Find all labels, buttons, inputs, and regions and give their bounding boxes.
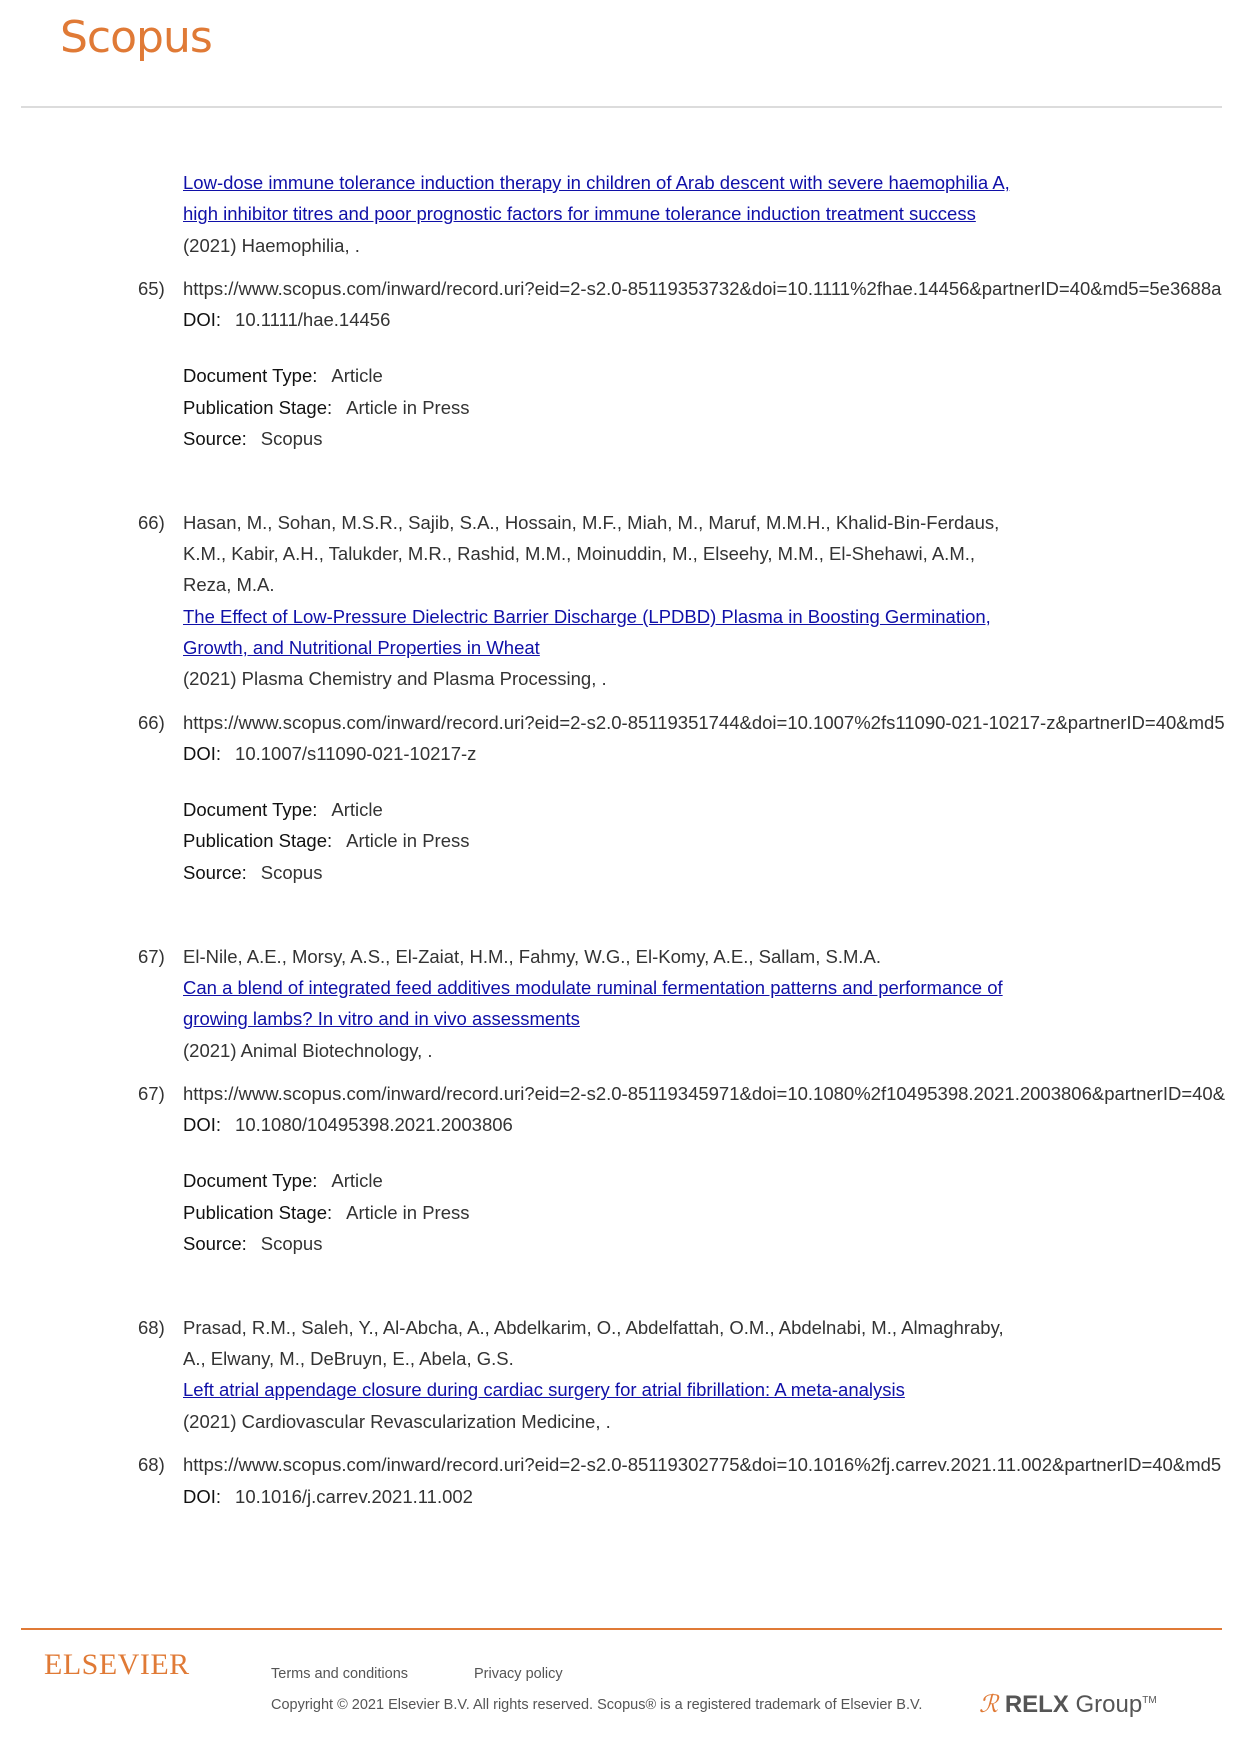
document-type-label: Document Type: [183,365,318,387]
title-link-line [0,167,1241,198]
doi [183,304,390,335]
doi-line [0,1109,1241,1140]
publication-stage-value: Article in Press [346,830,470,852]
source-citation: (2021) Cardiovascular Revascularization Medicine, . [183,1410,611,1432]
publication-stage [183,392,470,423]
authors: Prasad, R.M., Saleh, Y., Al-Abcha, A., Abdelkarim, O., Abdelfattah, O.M., Abdelnabi, M., Almaghraby, [183,1316,1004,1338]
doi-line [0,738,1241,769]
document-type [183,794,383,825]
header-divider [21,106,1222,108]
title-link-line [0,972,1241,1003]
source-db [183,423,322,454]
publication-stage-label: Publication Stage: [183,830,333,852]
publication-stage-value: Article in Press [346,396,470,418]
record-url[interactable]: https://www.scopus.com/inward/record.uri?eid=2-s2.0-85119302775&doi=10.1016%2fj.carrev.2021.11.002&partnerID=40&md5 [183,1454,1222,1476]
title-link-line [0,601,1241,632]
title-link[interactable]: The Effect of Low-Pressure Dielectric Barrier Discharge (LPDBD) Plasma in Boosting Germination, [183,605,991,627]
document-type-label: Document Type: [183,1170,318,1192]
entry-number: 66) [138,511,165,533]
source-db-label: Source: [183,1232,247,1254]
doi [183,1109,513,1140]
source-db-value: Scopus [260,1232,323,1254]
document-type-label: Document Type: [183,799,318,821]
source-db [183,1228,322,1259]
doi-label: DOI: [183,309,222,331]
document-type-line [0,794,1241,825]
doi-line [0,304,1241,335]
doi-value: 10.1111/hae.14456 [235,309,391,331]
source-db-label: Source: [183,861,247,883]
record-url-line [0,1078,1241,1109]
authors-line [0,1312,1241,1343]
copyright-text: Copyright © 2021 Elsevier B.V. All rights reserved. Scopus® is a registered trademark of Elsevier B.V. [271,1697,923,1713]
source-db-value: Scopus [260,427,323,449]
relx-mark-icon: ℛ [979,1692,999,1718]
title-link-line [0,632,1241,663]
record-url[interactable]: https://www.scopus.com/inward/record.uri?eid=2-s2.0-85119351744&doi=10.1007%2fs11090-021-10217-z&partnerID=40&md5 [183,711,1225,733]
entry-number: 67) [138,945,165,967]
authors: Hasan, M., Sohan, M.S.R., Sajib, S.A., Hossain, M.F., Miah, M., Maruf, M.M.H., Khalid-Bin-Ferdaus, [183,511,1000,533]
title-link-line [0,1003,1241,1034]
record-url[interactable]: https://www.scopus.com/inward/record.uri?eid=2-s2.0-85119345971&doi=10.1080%2f10495398.2021.2003806&partnerID=40& [183,1083,1226,1105]
record-url-line [0,1449,1241,1480]
publication-stage [183,825,470,856]
source-db-label: Source: [183,427,247,449]
document-type-value: Article [331,365,383,387]
publication-stage-line [0,825,1241,856]
authors-line [0,507,1241,538]
record-url[interactable]: https://www.scopus.com/inward/record.uri?eid=2-s2.0-85119353732&doi=10.1111%2fhae.14456&partnerID=40&md5=5e3688a [183,278,1222,300]
publication-stage-value: Article in Press [346,1201,470,1223]
source-citation: (2021) Haemophilia, . [183,234,360,256]
entry-number: 65) [138,278,165,300]
publication-stage [183,1197,470,1228]
doi-line [0,1481,1241,1512]
document-type-line [0,360,1241,391]
entry-number: 68) [138,1454,165,1476]
authors: Reza, M.A. [183,574,275,596]
publication-stage-label: Publication Stage: [183,1201,333,1223]
authors: A., Elwany, M., DeBruyn, E., Abela, G.S. [183,1348,514,1370]
source-db-line [0,423,1241,454]
source-citation-line [0,1035,1241,1066]
title-link[interactable]: growing lambs? In vitro and in vivo assessments [183,1008,580,1030]
title-link[interactable]: Growth, and Nutritional Properties in Wheat [183,637,540,659]
source-db-value: Scopus [260,861,323,883]
publication-stage-line [0,1197,1241,1228]
title-link[interactable]: Low-dose immune tolerance induction therapy in children of Arab descent with severe haemophilia A, [183,172,1010,193]
entry-number: 67) [138,1083,165,1105]
document-type [183,360,383,391]
doi [183,738,476,769]
relx-logo: ℛ RELX Group™ [979,1691,1157,1718]
doi-label: DOI: [183,743,222,765]
authors-line [0,941,1241,972]
title-link-line [0,1374,1241,1405]
source-db-line [0,1228,1241,1259]
document-type-value: Article [331,799,383,821]
terms-link[interactable]: Terms and conditions [271,1666,409,1682]
doi [183,1481,473,1512]
source-citation-line [0,230,1241,261]
doi-label: DOI: [183,1114,222,1136]
publication-stage-line [0,392,1241,423]
doi-value: 10.1080/10495398.2021.2003806 [235,1114,513,1136]
authors: K.M., Kabir, A.H., Talukder, M.R., Rashid, M.M., Moinuddin, M., Elseehy, M.M., El-Shehawi, A.M., [183,543,976,565]
authors: El-Nile, A.E., Morsy, A.S., El-Zaiat, H.M., Fahmy, W.G., El-Komy, A.E., Sallam, S.M.A. [183,945,882,967]
results-list [0,167,1241,1512]
source-db-line [0,857,1241,888]
entry-number: 66) [138,711,165,733]
title-link[interactable]: high inhibitor titres and poor prognostic factors for immune tolerance induction treatment success [183,203,976,225]
document-type [183,1165,383,1196]
record-url-line [0,707,1241,738]
document-type-value: Article [331,1170,383,1192]
source-citation-line [0,1406,1241,1437]
entry-number: 68) [138,1316,165,1338]
title-link[interactable]: Left atrial appendage closure during cardiac surgery for atrial fibrillation: A meta-analysis [183,1379,905,1401]
elsevier-logo: ELSEVIER [44,1648,190,1681]
source-citation: (2021) Animal Biotechnology, . [183,1039,433,1061]
source-citation-line [0,663,1241,694]
authors-line [0,569,1241,600]
doi-value: 10.1016/j.carrev.2021.11.002 [235,1485,473,1507]
doi-label: DOI: [183,1485,222,1507]
footer-divider [21,1628,1222,1630]
privacy-link[interactable]: Privacy policy [474,1666,563,1682]
authors-line [0,1343,1241,1374]
source-db [183,857,322,888]
title-link[interactable]: Can a blend of integrated feed additives modulate ruminal fermentation patterns and performance of [183,976,1003,998]
authors-line [0,538,1241,569]
source-citation: (2021) Plasma Chemistry and Plasma Processing, . [183,668,607,690]
scopus-logo: Scopus [60,12,212,63]
document-type-line [0,1165,1241,1196]
doi-value: 10.1007/s11090-021-10217-z [235,743,477,765]
title-link-line [0,198,1241,229]
publication-stage-label: Publication Stage: [183,396,333,418]
record-url-line [0,273,1241,304]
